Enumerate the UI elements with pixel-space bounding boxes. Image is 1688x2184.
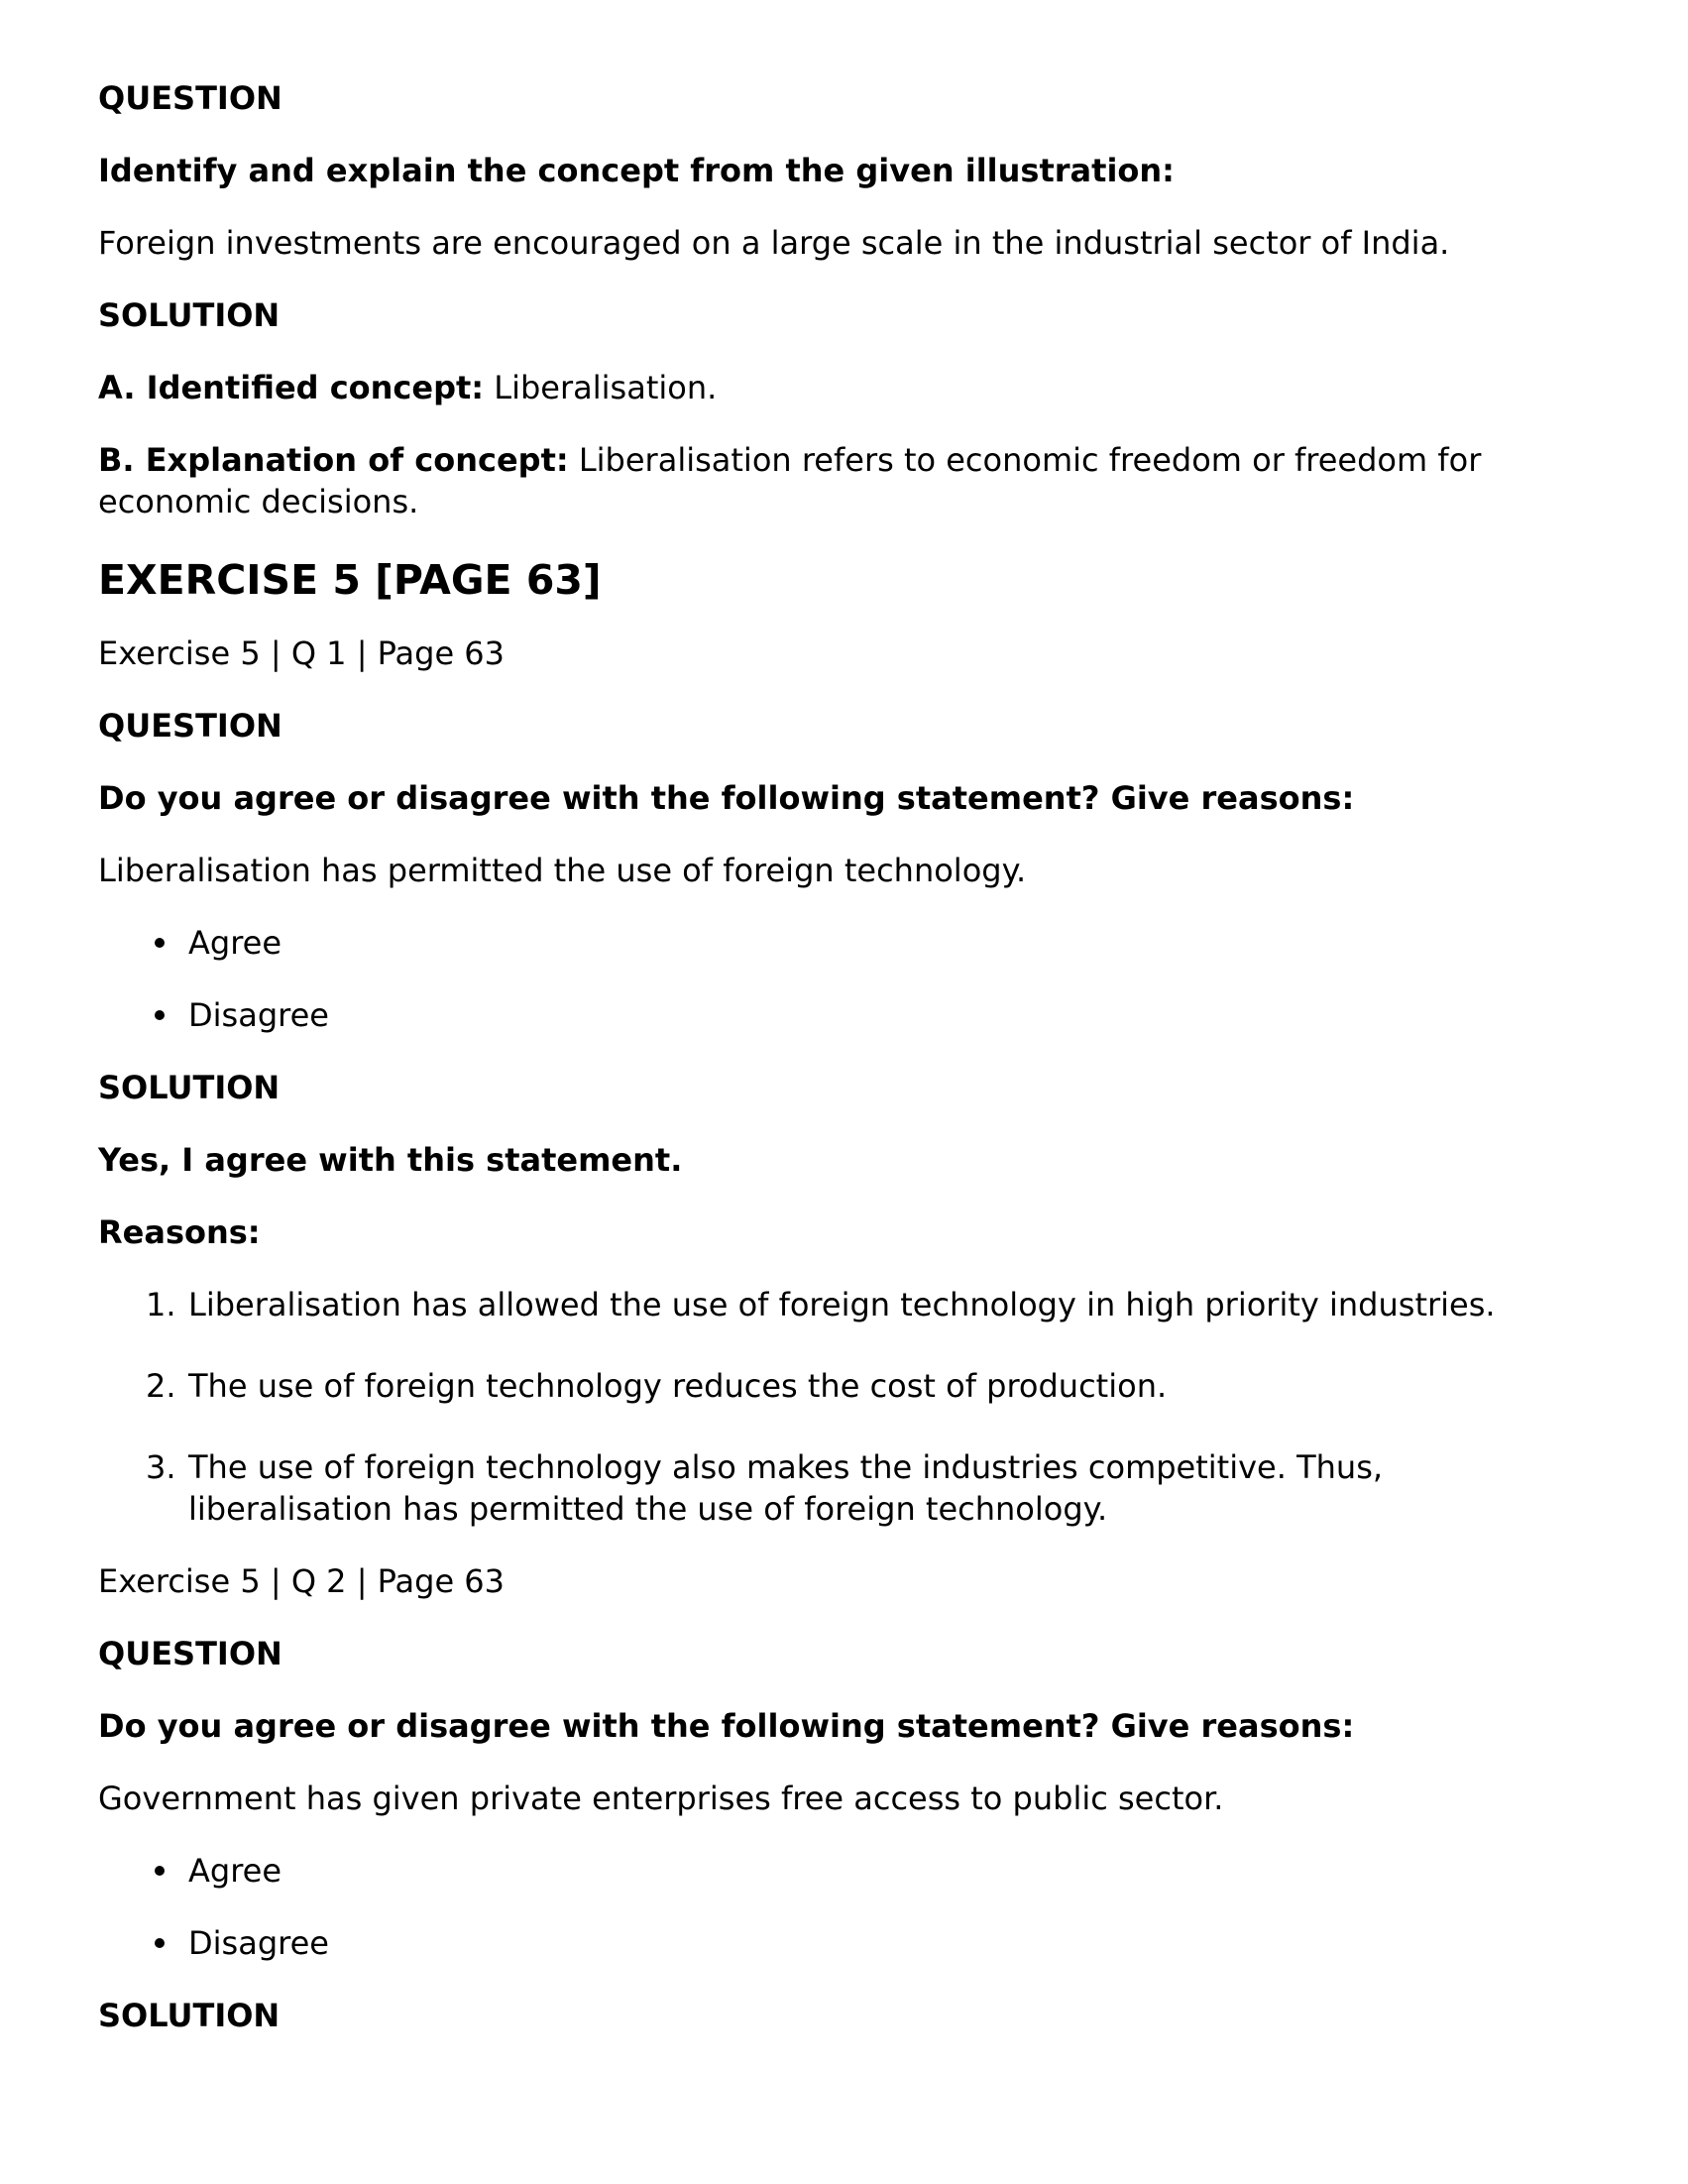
bullet-icon [155,1866,165,1876]
reason-item [98,1365,1545,1407]
option-label: Disagree [188,1924,329,1962]
reason-text: Liberalisation has allowed the use of foreign technology in high priority industries. [188,1286,1496,1323]
question-prompt: Do you agree or disagree with the following statement? Give reasons: [98,1707,1355,1745]
bullet-icon [155,938,165,948]
option-label: Agree [188,1852,282,1890]
reason-number: 1. [146,1286,176,1323]
solution-label: SOLUTION [98,296,281,334]
option-item [98,994,1545,1036]
question-statement: Liberalisation has permitted the use of foreign technology. [98,852,1027,889]
solution-label: SOLUTION [98,1997,281,2034]
question-reference: Exercise 5 | Q 2 | Page 63 [98,1562,506,1600]
reasons-label: Reasons: [98,1213,261,1251]
question-reference: Exercise 5 | Q 1 | Page 63 [98,634,506,672]
bullet-icon [155,1938,165,1948]
question-statement: Government has given private enterprises free access to public sector. [98,1780,1224,1817]
solution-label: SOLUTION [98,1069,281,1106]
concept-explanation-text: Liberalisation refers to economic freedom or freedom for economic decisions. [98,441,1482,520]
concept-explanation [98,439,1545,522]
option-label: Disagree [188,996,329,1034]
question-label: QUESTION [98,79,282,117]
reason-number: 3. [146,1448,176,1486]
option-item [98,1922,1545,1964]
question-label: QUESTION [98,1635,282,1672]
reasons-list [98,1284,1545,1530]
reason-text: The use of foreign technology also makes the industries competitive. Thus, liberalisation has permitted the use of foreign technology. [188,1448,1384,1528]
reason-text: The use of foreign technology reduces the cost of production. [188,1367,1168,1405]
identified-concept [98,367,1545,408]
option-list [98,922,1545,1036]
option-item [98,1850,1545,1892]
option-list [98,1850,1545,1964]
question-statement: Foreign investments are encouraged on a large scale in the industrial sector of India. [98,224,1450,262]
question-label: QUESTION [98,707,282,745]
identified-concept-text: Liberalisation. [484,369,718,406]
identified-concept-label: A. Identified concept: [98,369,485,406]
document-page [98,77,1545,2067]
concept-explanation-label: B. Explanation of concept: [98,441,569,479]
reason-item [98,1446,1545,1530]
question-prompt: Identify and explain the concept from the given illustration: [98,152,1175,189]
answer-statement: Yes, I agree with this statement. [98,1141,683,1179]
reason-item [98,1284,1545,1325]
bullet-icon [155,1010,165,1020]
exercise-heading: EXERCISE 5 [PAGE 63] [98,556,602,604]
question-prompt: Do you agree or disagree with the following statement? Give reasons: [98,779,1355,817]
option-label: Agree [188,924,282,962]
option-item [98,922,1545,964]
reason-number: 2. [146,1367,176,1405]
